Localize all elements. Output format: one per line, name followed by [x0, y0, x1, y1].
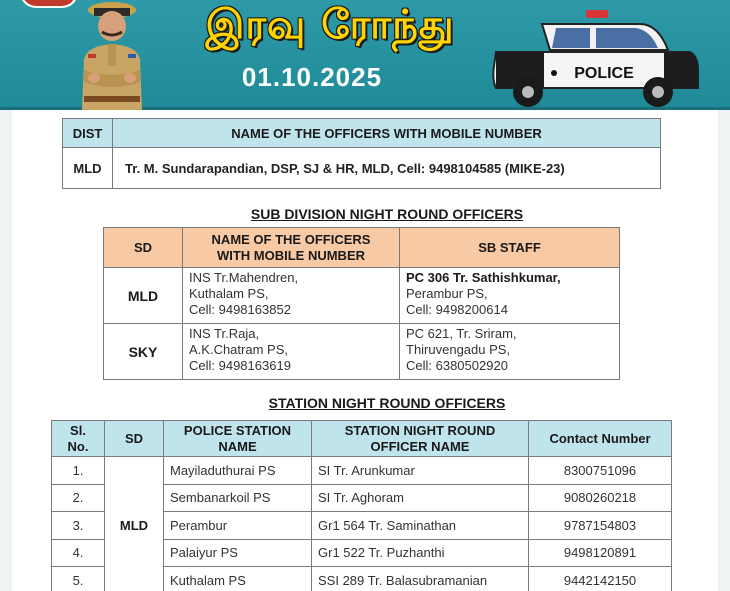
sb-staff-line: Cell: 9498200614: [406, 302, 508, 317]
officer-cell: Gr1 522 Tr. Puzhanthi: [312, 539, 529, 567]
car-police-label: POLICE: [574, 65, 634, 82]
subdivision-heading: SUB DIVISION NIGHT ROUND OFFICERS: [250, 206, 524, 222]
officer-line: Cell: 9498163852: [189, 302, 291, 317]
contact-cell: 9080260218: [529, 484, 672, 512]
police-station-cell: Sembanarkoil PS: [164, 484, 312, 512]
table-row: [104, 268, 620, 324]
officer-cell: SI Tr. Aghoram: [312, 484, 529, 512]
sb-staff-line: Cell: 6380502920: [406, 358, 508, 373]
page-margin-left: [0, 110, 12, 591]
police-station-cell: Mayiladuthurai PS: [164, 457, 312, 485]
station-heading: STATION NIGHT ROUND OFFICERS: [268, 395, 506, 411]
header-ps-line1: POLICE STATION: [183, 422, 292, 438]
header-ps-line2: NAME: [218, 438, 257, 454]
officer-name-cell: Tr. M. Sundarapandian, DSP, SJ & HR, MLD, Cell: 9498104585 (MIKE-23): [113, 148, 661, 189]
table-row: [104, 324, 620, 380]
dist-cell: MLD: [63, 148, 113, 189]
station-officer-table: [51, 420, 672, 591]
sb-staff-cell: [400, 324, 620, 380]
officer-cell: Gr1 564 Tr. Saminathan: [312, 512, 529, 540]
police-car-illustration: [490, 10, 702, 110]
sl-cell: 4.: [52, 539, 105, 567]
police-station-cell: Palaiyur PS: [164, 539, 312, 567]
officer-cell: SI Tr. Arunkumar: [312, 457, 529, 485]
officer-cell: SSI 289 Tr. Balasubramanian: [312, 567, 529, 591]
header-officer-name: NAME OF THE OFFICERS WITH MOBILE NUMBER: [113, 119, 661, 148]
table-row: [52, 457, 672, 485]
header-contact-number: Contact Number: [529, 421, 672, 457]
header-officer-name-line2: WITH MOBILE NUMBER: [216, 247, 366, 263]
page-margin-right: [718, 110, 730, 591]
header-officer-name-line1: NAME OF THE OFFICERS: [211, 231, 371, 247]
contact-cell: 9787154803: [529, 512, 672, 540]
sd-cell: SKY: [104, 324, 183, 380]
header-officer-name: [312, 421, 529, 457]
officer-line: A.K.Chatram PS,: [189, 342, 288, 357]
table-header-row: [104, 228, 620, 268]
police-station-cell: Perambur: [164, 512, 312, 540]
header-sl-line2: No.: [67, 438, 89, 454]
header-officer-name: [183, 228, 400, 268]
header-banner: [0, 0, 730, 110]
sb-staff-line: Thiruvengadu PS,: [406, 342, 511, 357]
officer-cell: [183, 324, 400, 380]
header-officer-line2: OFFICER NAME: [370, 438, 470, 454]
police-station-cell: Kuthalam PS: [164, 567, 312, 591]
officer-cell: [183, 268, 400, 324]
sb-staff-line: PC 306 Tr. Sathishkumar,: [406, 270, 561, 285]
officer-line: INS Tr.Mahendren,: [189, 270, 299, 285]
sl-cell: 3.: [52, 512, 105, 540]
sb-staff-line: Perambur PS,: [406, 286, 488, 301]
header-title: இரவு ரோந்து: [205, 2, 455, 48]
district-officer-table: [62, 118, 661, 189]
officer-line: Cell: 9498163619: [189, 358, 291, 373]
subdivision-table: [103, 227, 620, 380]
police-officer-illustration: [64, 0, 160, 110]
contact-cell: 8300751096: [529, 457, 672, 485]
sb-staff-line: PC 621, Tr. Sriram,: [406, 326, 517, 341]
header-dist: DIST: [63, 119, 113, 148]
header-sl-no: [52, 421, 105, 457]
header-sb-staff: SB STAFF: [400, 228, 620, 268]
header-sd: SD: [105, 421, 164, 457]
sd-cell: MLD: [104, 268, 183, 324]
header-date: 01.10.2025: [241, 62, 383, 92]
sb-staff-cell: [400, 268, 620, 324]
officer-line: Kuthalam PS,: [189, 286, 269, 301]
officer-line: INS Tr.Raja,: [189, 326, 260, 341]
header-police-station: [164, 421, 312, 457]
sl-cell: 2.: [52, 484, 105, 512]
sl-cell: 5.: [52, 567, 105, 591]
table-header-row: [63, 119, 661, 148]
sl-cell: 1.: [52, 457, 105, 485]
table-row: [63, 148, 661, 189]
sd-group-cell: MLD: [105, 457, 164, 591]
contact-cell: 9498120891: [529, 539, 672, 567]
contact-cell: 9442142150: [529, 567, 672, 591]
table-header-row: [52, 421, 672, 457]
header-officer-line1: STATION NIGHT ROUND: [344, 422, 496, 438]
header-sd: SD: [104, 228, 183, 268]
header-sl-line1: Sl.: [70, 422, 86, 438]
